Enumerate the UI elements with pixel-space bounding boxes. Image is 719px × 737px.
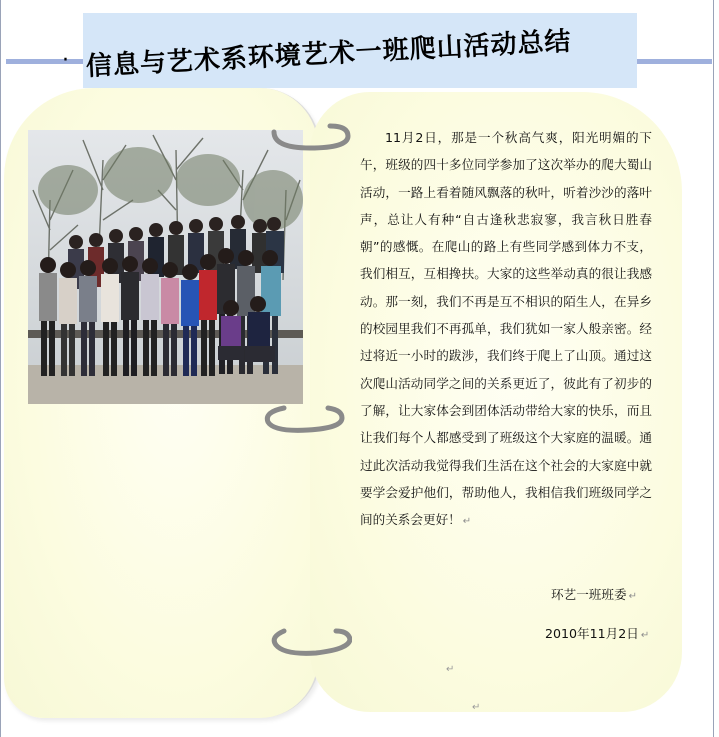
paragraph-mark: ↵ — [628, 591, 637, 602]
page-edge-left — [0, 0, 1, 737]
page-edge-right — [713, 0, 714, 737]
signature-line — [551, 584, 637, 603]
header-rule-right — [636, 59, 712, 64]
paragraph-mark: ↵ — [472, 702, 481, 713]
signature: 环艺一班班委 — [551, 587, 627, 602]
binder-ring-top — [268, 122, 352, 152]
title-bullet: · — [62, 48, 69, 73]
signature-date: 2010年11月2日 — [545, 626, 639, 641]
paragraph-mark: ↵ — [640, 630, 650, 641]
summary-paragraph — [360, 124, 652, 535]
binder-ring-middle — [262, 404, 346, 434]
date-line — [545, 623, 649, 642]
binder-ring-bottom — [268, 627, 352, 657]
header-rule-left — [6, 59, 86, 64]
summary-paragraph-text: 11月2日，那是一个秋高气爽，阳光明媚的下午，班级的四十多位同学参加了这次举办的爬大蜀山活动，一路上看着随风飘落的秋叶，听着沙沙的落叶声，总让人有种“自古逢秋悲寂寥，我言秋日胜春朝”的感慨。在爬山的路上有些同学感到体力不支，我们相互，互相搀扶。大家的这些举动真的很让我感动。那一刻，我们不再是互不相识的陌生人，在异乡的校园里我们不再孤单，我们犹如一家人般亲密。经过将近一小时的跋涉，我们终于爬上了山顶。通过这次爬山活动同学之间的关系更近了，彼此有了初步的了解，让大家体会到团体活动带给大家的快乐，而且让我们每个人都感受到了班级这个大家庭的温暖。通过此次活动我觉得我们生活在这个社会的大家庭中就要学会爱护他们，帮助他人，我相信我们班级同学之间的关系会更好！ — [360, 130, 652, 528]
paragraph-mark: ↵ — [446, 664, 455, 675]
page-title: 信息与艺术系环境艺术一班爬山活动总结 — [85, 26, 573, 82]
group-photo-image — [28, 130, 303, 404]
paragraph-mark: ↵ — [462, 516, 472, 528]
group-photo — [28, 130, 303, 404]
